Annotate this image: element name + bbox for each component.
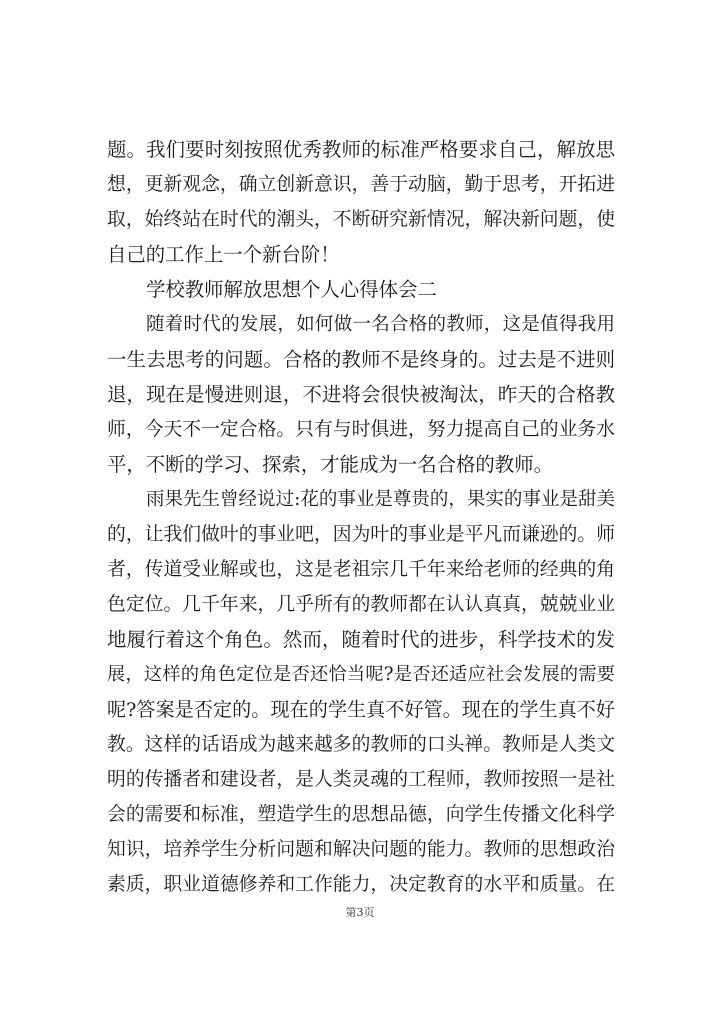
text-line: 取，始终站在时代的潮头，不断研究新情况，解决新问题，使 [107,209,615,230]
text-line: 想，更新观念，确立创新意识，善于动脑，勤于思考，开拓进 [107,174,615,195]
text-line: 的，让我们做叶的事业吧，因为叶的事业是平凡而谦逊的。师 [107,524,615,545]
text-line: 退，现在是慢进则退，不进将会很快被淘汰，昨天的合格教 [107,383,615,406]
text-line: 教。这样的话语成为越来越多的教师的口头禅。教师是人类文 [107,734,615,755]
paragraph-first-line: 随着时代的发展，如何做一名合格的教师，这是值得我用 [146,314,615,335]
text-line: 师，今天不一定合格。只有与时俱进，努力提高自己的业务水 [107,419,615,440]
text-line: 地履行着这个角色。然而，随着时代的进步，科学技术的发 [107,628,615,651]
text-line: 色定位。几千年来，几乎所有的教师都在认认真真，兢兢业业 [107,594,615,615]
text-line: 一生去思考的问题。合格的教师不是终身的。过去是不进则 [107,348,615,371]
document-body [107,132,615,902]
text-line: 会的需要和标准，塑造学生的思想品德，向学生传播文化科学 [107,804,615,825]
text-line: 题。我们要时刻按照优秀教师的标准严格要求自己，解放思 [107,138,615,161]
text-line: 知识，培养学生分析问题和解决问题的能力。教师的思想政治 [107,839,615,860]
text-line: 素质，职业道德修养和工作能力，决定教育的水平和质量。在 [107,874,615,895]
page-number: 第3页 [345,906,375,919]
text-line: 自己的工作上一个新台阶！ [107,243,340,266]
section-heading: 学校教师解放思想个人心得体会二 [146,278,437,301]
text-line: 呢?答案是否定的。现在的学生真不好管。现在的学生真不好 [107,698,615,721]
text-line: 明的传播者和建设者，是人类灵魂的工程师，教师按照一是社 [107,769,615,790]
paragraph-first-line: 雨果先生曾经说过:花的事业是尊贵的，果实的事业是甜美 [146,489,615,510]
text-line: 平，不断的学习、探索，才能成为一名合格的教师。 [107,453,553,476]
text-line: 展，这样的角色定位是否还恰当呢?是否还适应社会发展的需要 [107,664,615,685]
text-line: 者，传道受业解或也，这是老祖宗几千年来给老师的经典的角 [107,559,615,580]
